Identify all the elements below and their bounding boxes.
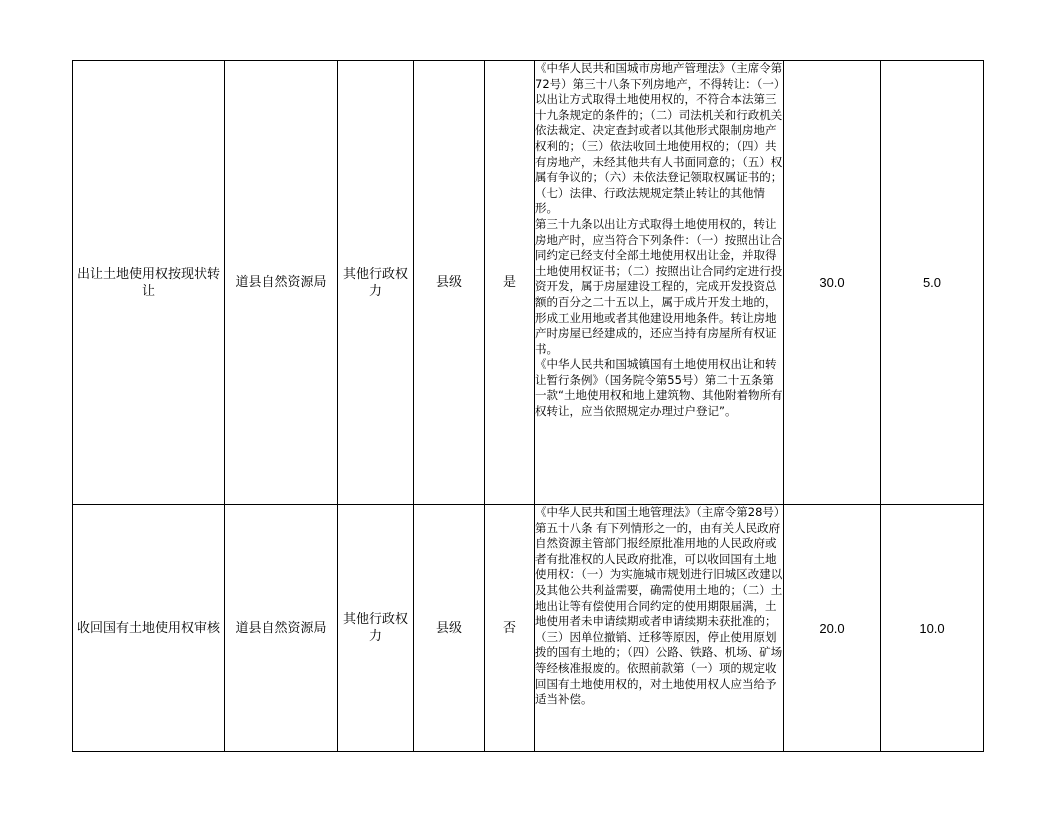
department-cell: 道县自然资源局 [225,505,338,752]
legal-basis-paragraph: 《中华人民共和国城市房地产管理法》（主席令第72号）第三十八条下列房地产，不得转让：（一）以出让方式取得土地使用权的，不符合本法第三十九条规定的条件的；（二）司法机关和行政机关依法裁定、决定查封或者以其他形式限制房地产权利的；（三）依法收回土地使用权的；（四）共有房地产，未经其他共有人书面同意的；（五）权属有争议的；（六）未依法登记领取权属证书的；（七）法律、行政法规规定禁止转让的其他情形。 [535,61,783,216]
value-2-cell: 10.0 [881,505,984,752]
legal-basis-paragraph: 《中华人民共和国土地管理法》（主席令第28号）第五十八条 有下列情形之一的，由有关人民政府自然资源主管部门报经原批准用地的人民政府或者有批准权的人民政府批准，可以收回国有土地使用权：（一）为实施城市规划进行旧城区改建以及其他公共利益需要，确需使用土地的；（二）土地出让等有偿使用合同约定的使用期限届满，土地使用者未申请续期或者申请续期未获批准的；（三）因单位撤销、迁移等原因，停止使用原划拨的国有土地的；（四）公路、铁路、机场、矿场等经核准报废的。依照前款第（一）项的规定收回国有土地使用权的，对土地使用权人应当给予适当补偿。 [535,505,783,707]
value-1-cell: 20.0 [784,505,881,752]
level-cell: 县级 [414,505,485,752]
flag-cell: 否 [485,505,535,752]
legal-basis-cell [535,505,784,752]
category-cell: 其他行政权力 [338,505,414,752]
power-list-table [72,60,984,752]
legal-basis-paragraph: 第三十九条以出让方式取得土地使用权的，转让房地产时，应当符合下列条件：（一）按照出让合同约定已经支付全部土地使用权出让金，并取得土地使用权证书；（二）按照出让合同约定进行投资开发，属于房屋建设工程的，完成开发投资总额的百分之二十五以上，属于成片开发土地的，形成工业用地或者其他建设用地条件。转让房地产时房屋已经建成的，还应当持有房屋所有权证书。 [535,216,783,356]
level-cell: 县级 [414,61,485,505]
legal-basis-cell [535,61,784,505]
value-2-cell: 5.0 [881,61,984,505]
table-row [73,61,984,505]
item-name-cell: 收回国有土地使用权审核 [73,505,225,752]
value-1-cell: 30.0 [784,61,881,505]
flag-cell: 是 [485,61,535,505]
table-row [73,505,984,752]
item-name-cell: 出让土地使用权按现状转让 [73,61,225,505]
category-cell: 其他行政权力 [338,61,414,505]
legal-basis-paragraph: 《中华人民共和国城镇国有土地使用权出让和转让暂行条例》（国务院令第55号）第二十五条第一款“土地使用权和地上建筑物、其他附着物所有权转让，应当依照规定办理过户登记”。 [535,357,783,419]
department-cell: 道县自然资源局 [225,61,338,505]
